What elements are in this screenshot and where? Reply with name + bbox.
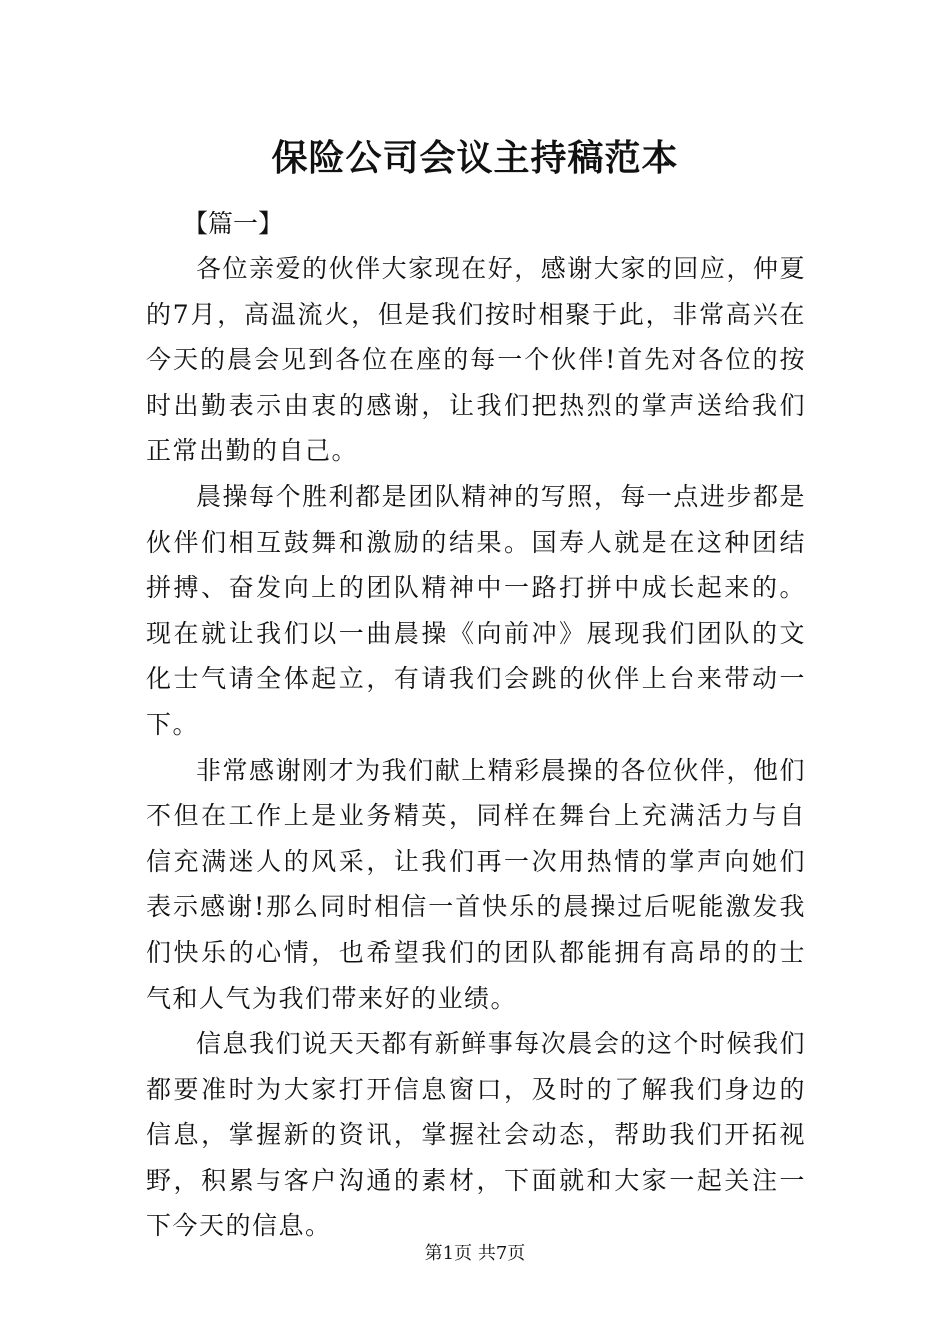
section-label: 【篇一】 [183,209,284,238]
page-footer: 第1页 共7页 [424,1243,526,1264]
paragraph: 各位亲爱的伙伴大家现在好，感谢大家的回应，仲夏的7月，高温流火，但是我们按时相聚于此，非常高兴在今天的晨会见到各位在座的每一个伙伴!首先对各位的按时出勤表示由衷的感谢，让我们把热烈的掌声送给我们正常出勤的自己。 [146,254,806,466]
paragraph: 晨操每个胜利都是团队精神的写照，每一点进步都是伙伴们相互鼓舞和激励的结果。国寿人就是在这种团结拼搏、奋发向上的团队精神中一路打拼中成长起来的。现在就让我们以一曲晨操《向前冲》展现我们团队的文化士气请全体起立，有请我们会跳的伙伴上台来带动一下。 [146,481,806,739]
document-title: 保险公司会议主持稿范本 [271,137,679,179]
paragraph: 非常感谢刚才为我们献上精彩晨操的各位伙伴，他们不但在工作上是业务精英，同样在舞台上充满活力与自信充满迷人的风采，让我们再一次用热情的掌声向她们表示感谢!那么同时相信一首快乐的晨操过后呢能激发我们快乐的心情，也希望我们的团队都能拥有高昂的的士气和人气为我们带来好的业绩。 [146,755,806,1013]
paragraph: 信息我们说天天都有新鲜事每次晨会的这个时候我们都要准时为大家打开信息窗口，及时的了解我们身边的信息，掌握新的资讯，掌握社会动态，帮助我们开拓视野，积累与客户沟通的素材，下面就和大家一起关注一下今天的信息。 [146,1029,806,1241]
document-body [146,246,806,1249]
